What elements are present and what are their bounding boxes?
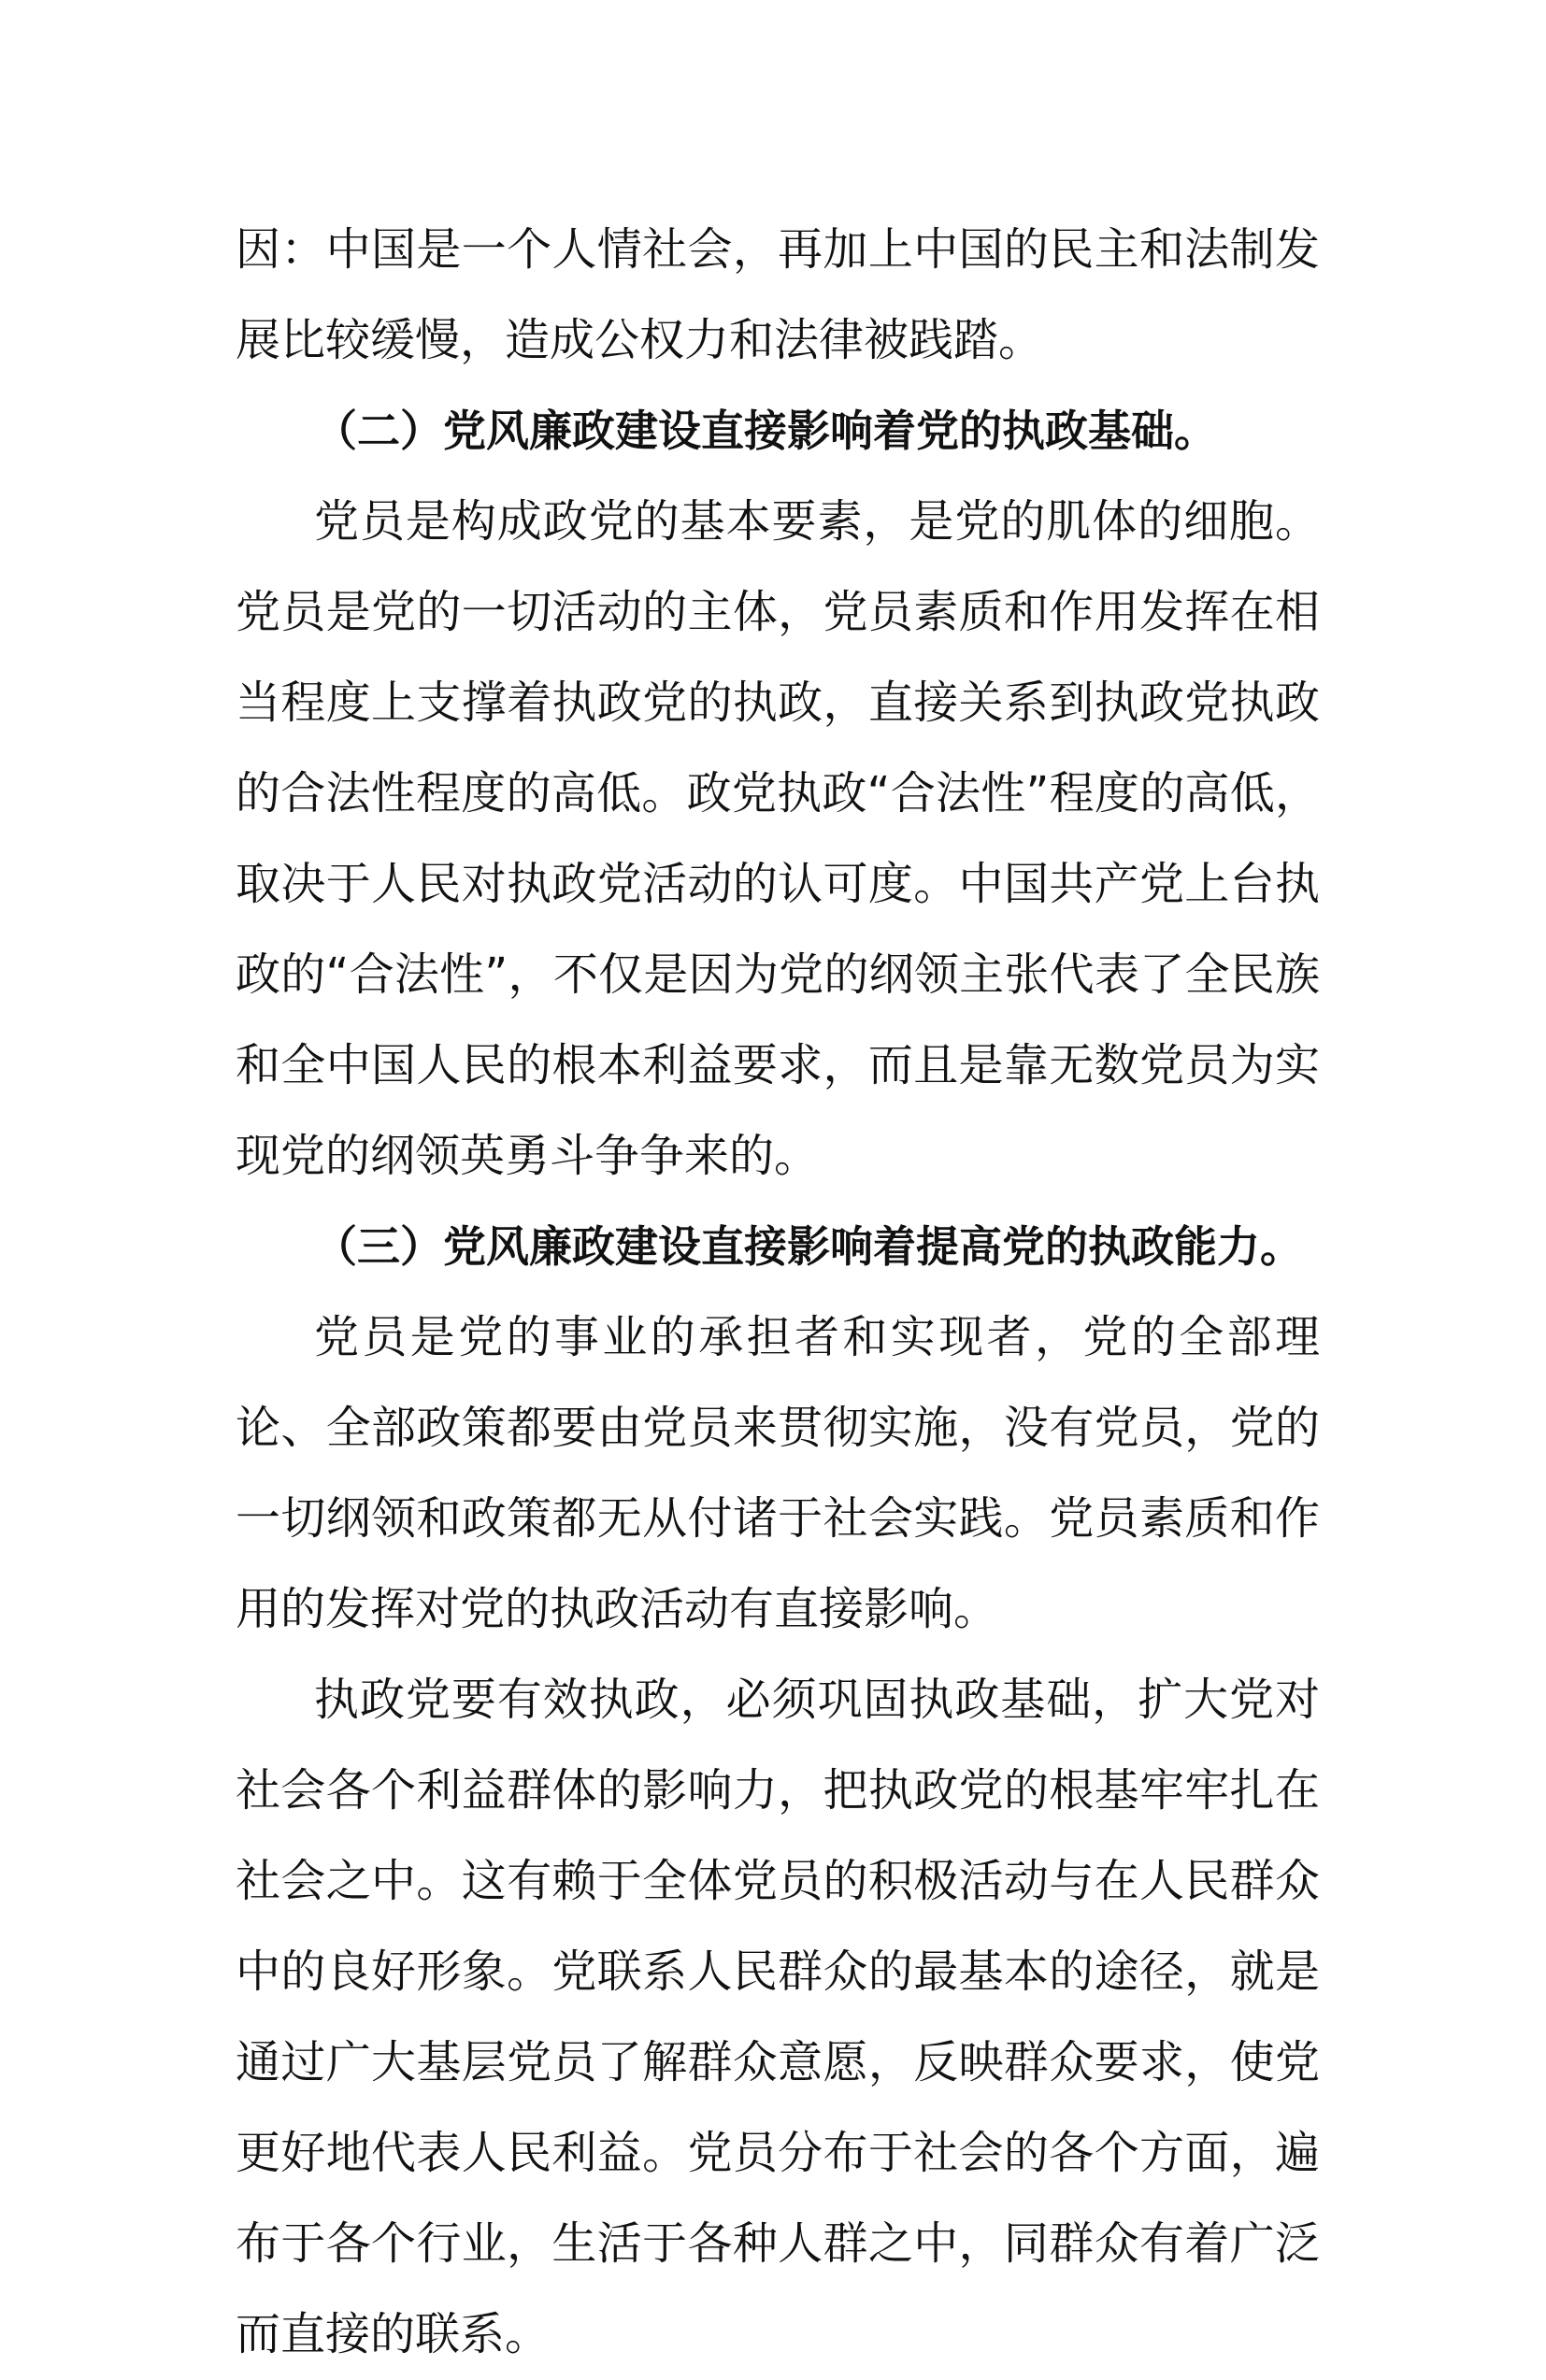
section-heading-3: （三）党风廉政建设直接影响着提高党的执政能力。 — [314, 1221, 1303, 1272]
section-heading-2: （二）党风廉政建设直接影响着党的执政基础。 — [314, 406, 1217, 456]
paragraph-party-members-undertakers: 党员是党的事业的承担者和实现者，党的全部理论、全部政策都要由党员来贯彻实施，没有党员，党的一切纲领和政策都无从付诸于社会实践。党员素质和作用的发挥对党的执政活动有直接影响。 — [236, 1311, 1320, 1635]
document-body — [236, 205, 1320, 2380]
paragraph-continuation: 因：中国是一个人情社会，再加上中国的民主和法制发展比较缓慢，造成公权力和法律被践踏。 — [236, 223, 1320, 366]
paragraph-effective-governance: 执政党要有效执政，必须巩固执政基础，扩大党对社会各个利益群体的影响力，把执政党的根基牢牢扎在社会之中。这有赖于全体党员的积极活动与在人民群众中的良好形象。党联系人民群众的最基本的途径，就是通过广大基层党员了解群众意愿，反映群众要求，使党更好地代表人民利益。党员分布于社会的各个方面，遍布于各个行业，生活于各种人群之中，同群众有着广泛而直接的联系。 — [236, 1674, 1320, 2360]
paragraph-party-members-basis: 党员是构成政党的基本要素，是党的肌体的细胞。党员是党的一切活动的主体，党员素质和作用发挥在相当程度上支撑着执政党的执政，直接关系到执政党执政的合法性程度的高低。政党执政“合法性”程度的高低，取决于人民对执政党活动的认可度。中国共产党上台执政的“合法性”，不仅是因为党的纲领主张代表了全民族和全中国人民的根本利益要求，而且是靠无数党员为实现党的纲领英勇斗争争来的。 — [236, 495, 1320, 1182]
